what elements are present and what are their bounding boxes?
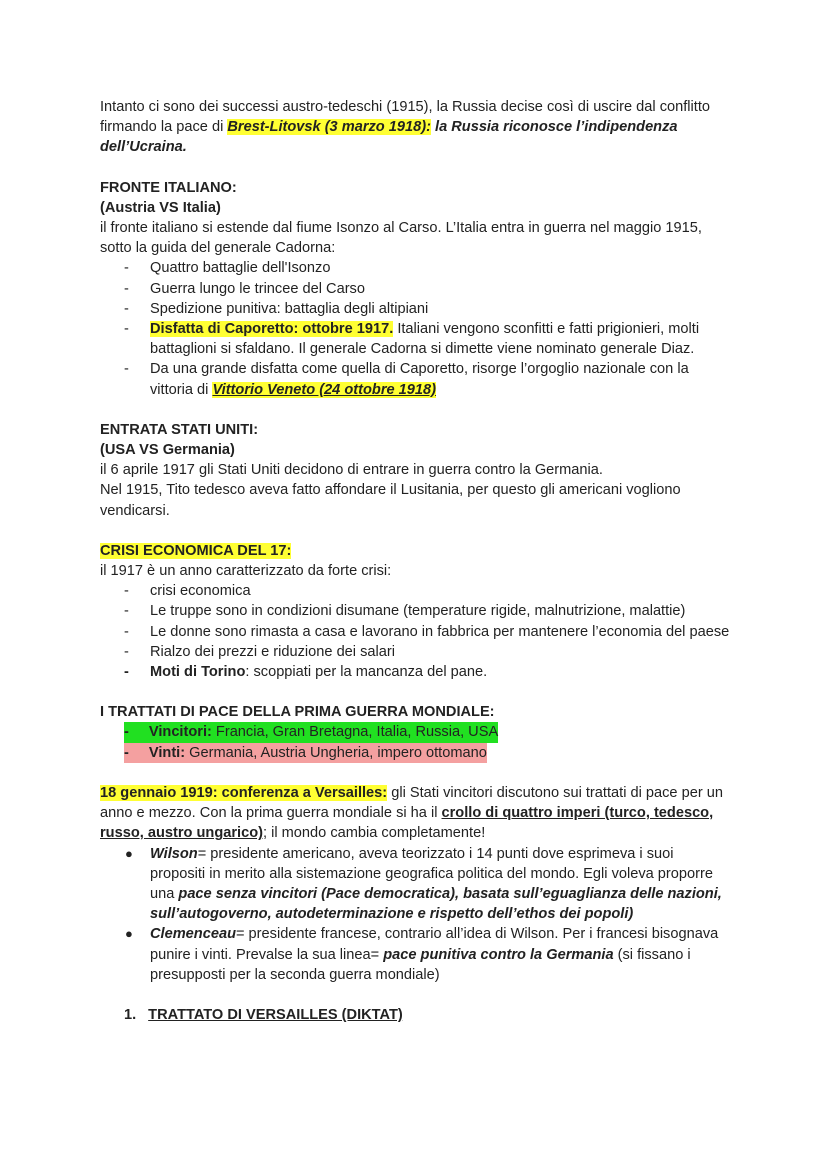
intro-ukraine: la Russia riconosce l’indipendenza dell’Ucraina. (100, 119, 678, 156)
trattati-title: I TRATTATI DI PACE DELLA PRIMA GUERRA MONDIALE: (100, 704, 495, 721)
list-item-wilson: ● Wilson= presidente americano, aveva teorizzato i 14 punti dove esprimeva i suoi propositi in merito alla sistemazione geografica politica del mondo. Egli voleva proporre una pace senza vincitori (Pace democratica), basata sull’eguaglianza delle nazioni, sull’autogoverno, autodeterminazione e rispetto dell’ethos dei popoli) (125, 845, 722, 923)
list-item: - Rialzo dei prezzi e riduzione dei salari (124, 643, 395, 660)
vinti-row: - Vinti: Germania, Austria Ungheria, impero ottomano (100, 743, 730, 763)
list-item: - Le truppe sono in condizioni disumane (temperature rigide, malnutrizione, malattie) (124, 603, 686, 620)
list-item: - Guerra lungo le trincee del Carso (124, 280, 365, 297)
intro-paragraph (100, 97, 730, 158)
usa-subtitle: (USA VS Germania) (100, 442, 235, 459)
list-item: - Disfatta di Caporetto: ottobre 1917. Italiani vengono sconfitti e fatti prigionieri, molti battaglioni si sfaldano. Il generale Cadorna si dimette viene nominato generale Diaz. (124, 321, 700, 358)
list-item: - Moti di Torino: scoppiati per la mancanza del pane. (124, 664, 488, 681)
versailles-highlight: 18 gennaio 1919: conferenza a Versailles: (100, 784, 388, 801)
list-item-clemenceau: ● Clemenceau= presidente francese, contrario all’idea di Wilson. Per i francesi bisognava punire i vinti. Prevalse la sua linea= pace punitiva contro la Germania (si fissano i presupposti per la seconda guerra mondiale) (125, 926, 719, 983)
intro-text: Intanto ci sono dei successi austro-tedeschi (1915), la Russia decise così di uscire dal conflitto firmando la pace di (100, 99, 711, 136)
vittorio-veneto-highlight: Vittorio Veneto (24 ottobre 1918) (212, 381, 436, 398)
crisi-title: CRISI ECONOMICA DEL 17: (100, 542, 292, 559)
trattato-heading: 1. TRATTATO DI VERSAILLES (DIKTAT) (124, 1006, 403, 1023)
caporetto-highlight: Disfatta di Caporetto: ottobre 1917. (150, 321, 394, 338)
intro-colon: : (426, 119, 431, 136)
document-page (100, 97, 730, 1025)
usa-p1: il 6 aprile 1917 gli Stati Uniti decidono di entrare in guerra contro la Germania. (100, 462, 603, 479)
list-item: - Spedizione punitiva: battaglia degli altipiani (124, 300, 429, 317)
usa-title: ENTRATA STATI UNITI: (100, 421, 259, 438)
usa-p2: Nel 1915, Tito tedesco aveva fatto affondare il Lusitania, per questo gli americani vogliono vendicarsi. (100, 482, 681, 519)
crollo-imperi: crollo di quattro imperi (turco, tedesco, russo, austro ungarico) (100, 805, 714, 842)
vincitori-row: - Vincitori: Francia, Gran Bretagna, Italia, Russia, USA (100, 722, 730, 742)
versailles-paragraph: 18 gennaio 1919: conferenza a Versailles: gli Stati vincitori discutono sui trattati di pace per un anno e mezzo. Con la prima guerra mondiale si ha il crollo di quattro imperi (turco, tedesco, russo, austro ungarico); il mondo cambia completamente! (100, 784, 723, 842)
list-item: - Da una grande disfatta come quella di Caporetto, risorge l’orgoglio nazionale con la vittoria di Vittorio Veneto (24 ottobre 1918) (124, 361, 689, 398)
crisi-list (100, 581, 730, 682)
versailles-list (100, 844, 730, 985)
fronte-title: FRONTE ITALIANO: (100, 179, 237, 196)
fronte-list (100, 258, 730, 399)
brest-litovsk-highlight: Brest-Litovsk (3 marzo 1918) (227, 119, 427, 136)
list-item: - Le donne sono rimasta a casa e lavorano in fabbrica per mantenere l’economia del paese (124, 623, 730, 640)
fronte-subtitle: (Austria VS Italia) (100, 199, 221, 216)
list-item: - crisi economica (124, 583, 251, 600)
list-item: - Quattro battaglie dell'Isonzo (124, 260, 331, 277)
fronte-text: il fronte italiano si estende dal fiume Isonzo al Carso. L’Italia entra in guerra nel maggio 1915, sotto la guida del generale Cadorna: (100, 220, 702, 257)
crisi-text: il 1917 è un anno caratterizzato da forte crisi: (100, 563, 392, 580)
